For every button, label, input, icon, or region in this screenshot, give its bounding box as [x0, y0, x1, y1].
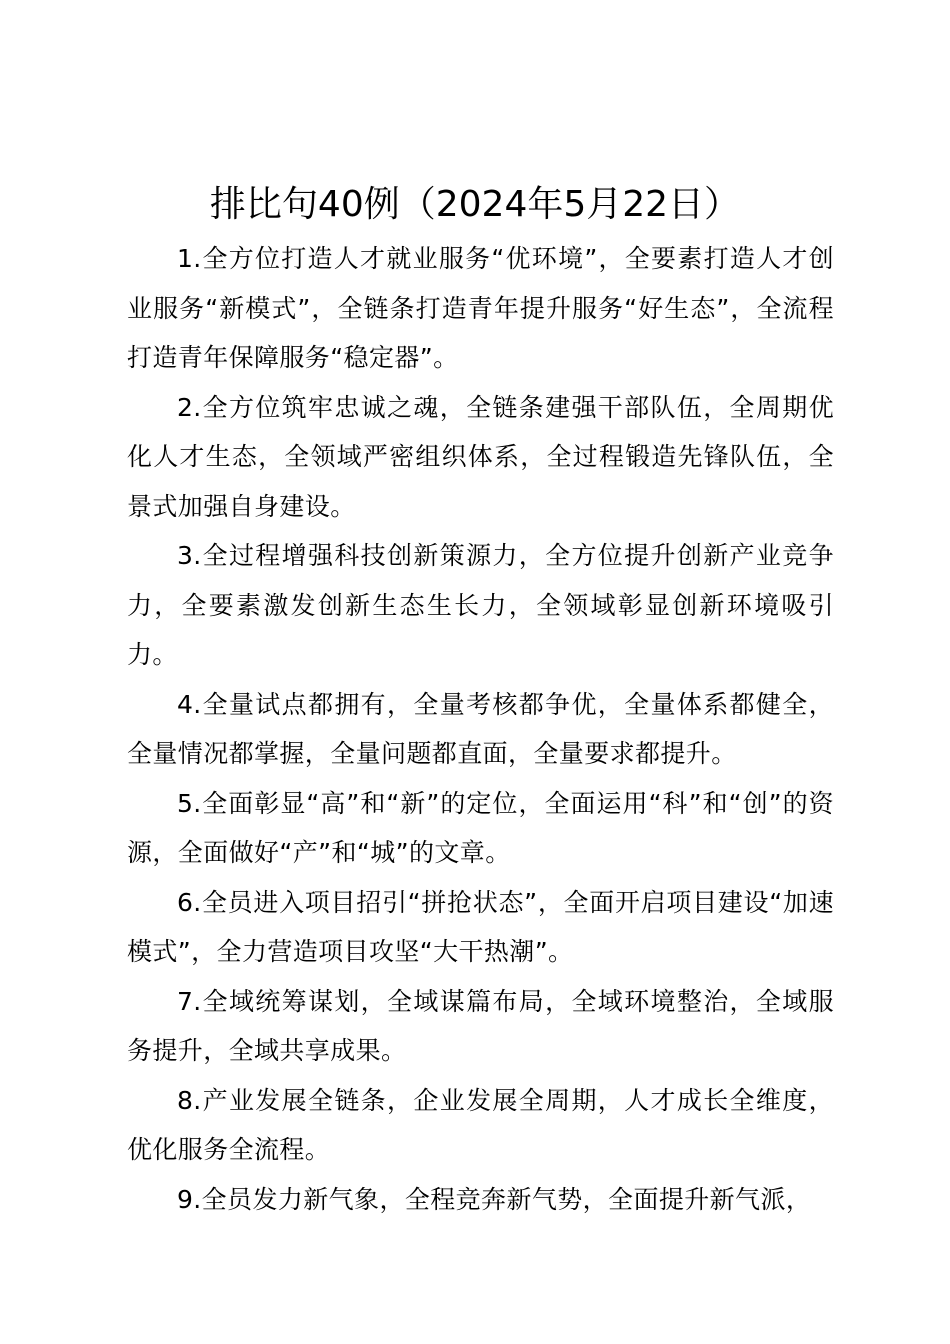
- paragraph-1: 1.全方位打造人才就业服务“优环境”，全要素打造人才创业服务“新模式”，全链条打造青年提升服务“好生态”，全流程打造青年保障服务“稳定器”。: [127, 244, 834, 372]
- page-title: 排比句40例（2024年5月22日）: [209, 184, 741, 225]
- document-body: [127, 234, 834, 1224]
- paragraph-6: 6.全员进入项目招引“拼抢状态”，全面开启项目建设“加速模式”，全力营造项目攻坚“大干热潮”。: [127, 887, 834, 966]
- paragraph-4: 4.全量试点都拥有，全量考核都争优，全量体系都健全，全量情况都掌握，全量问题都直面，全量要求都提升。: [127, 689, 834, 768]
- paragraph-5: 5.全面彰显“高”和“新”的定位，全面运用“科”和“创”的资源，全面做好“产”和“城”的文章。: [127, 788, 834, 867]
- paragraph-7: 7.全域统筹谋划，全域谋篇布局，全域环境整治，全域服务提升，全域共享成果。: [127, 986, 834, 1065]
- paragraph-2: 2.全方位筑牢忠诚之魂，全链条建强干部队伍，全周期优化人才生态，全领域严密组织体系，全过程锻造先锋队伍，全景式加强自身建设。: [127, 392, 834, 521]
- paragraph-8: 8.产业发展全链条，企业发展全周期，人才成长全维度，优化服务全流程。: [127, 1085, 834, 1164]
- paragraph-9: 9.全员发力新气象，全程竞奔新气势，全面提升新气派，: [177, 1184, 812, 1214]
- paragraph-3: 3.全过程增强科技创新策源力，全方位提升创新产业竞争力，全要素激发创新生态生长力，全领域彰显创新环境吸引力。: [127, 541, 834, 669]
